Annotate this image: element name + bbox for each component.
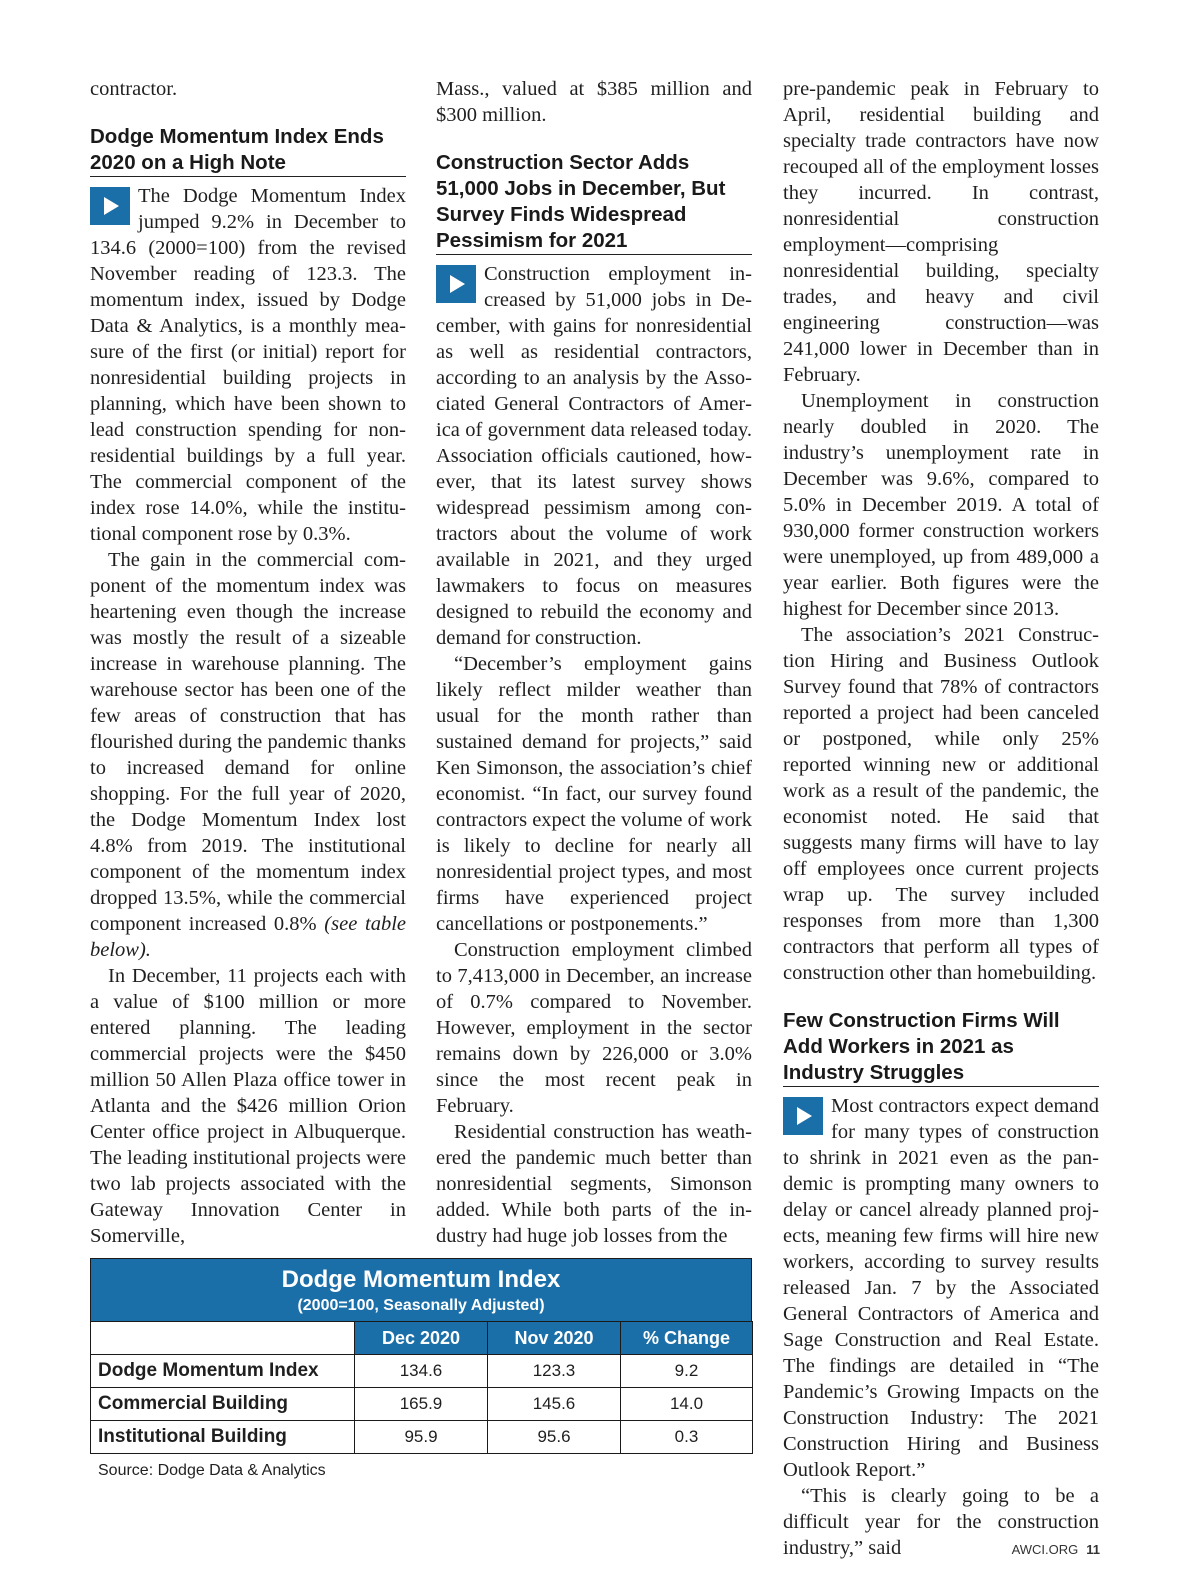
table-header-row [91, 1322, 753, 1355]
section-heading: Construction Sector Adds 51,000 Jobs in December, But Survey Finds Widespread Pessimism for 2021 [436, 150, 752, 255]
paragraph: The Dodge Momentum Index jumped 9.2% in December to 134.6 (2000=100) from the revised November reading of 123.3. The momentum index, issued by Dodge Data & Analytics, is a monthly measure of the first (or initial) report for nonresidential building projects in planning, which have been shown to lead construction spending for nonresidential buildings by a full year. The commercial component of the index rose 14.0%, while the institutional component rose by 0.3%. [90, 185, 406, 545]
paragraph: The gain in the commercial component of the momentum index was heartening even though the increase was mostly the result of a sizeable increase in warehouse planning. The warehouse sector has been one of the few areas of construction that has flourished during the pandemic thanks to increased demand for online shopping. For the full year of 2020, the Dodge Momentum Index lost 4.8% from 2019. The institutional component of the momentum index dropped 13.5%, while the commercial component increased 0.8% (see table below). [90, 549, 406, 961]
paragraph: The association’s 2021 Construction Hiring and Business Outlook Survey found that 78% of contractors reported a project had been canceled or postponed, while only 25% reported winning new or additional work as a result of the pandemic, the economist noted. He said that suggests many firms will have to lay off employees once current projects wrap up. The survey included responses from more than 1,300 contractors that perform all types of construction other than homebuilding. [783, 624, 1099, 984]
row-label: Commercial Building [91, 1388, 355, 1421]
paragraph: “This is clearly going to be a difficult year for the construction industry,” said [783, 1485, 1099, 1559]
table-row [91, 1388, 753, 1421]
momentum-index-table [90, 1258, 752, 1480]
paragraph: Residential construction has weathered the pandemic much better than nonresidential segments, Simonson added. While both parts of the industry had huge job losses from the [436, 1121, 752, 1247]
table-header-cell: Dec 2020 [355, 1322, 488, 1355]
paragraph: contractor. [90, 78, 178, 100]
table-cell: 123.3 [488, 1355, 621, 1388]
paragraph: “December’s employment gains likely reflect milder weather than usual for the month rather than sustained demand for projects,” said Ken Simonson, the association’s chief economist. “In fact, our survey found contractors expect the volume of work is likely to decline for nearly all nonresidential project types, and most firms have experienced project cancellations or postponements.” [436, 653, 752, 935]
table-cell: 95.6 [488, 1421, 621, 1454]
paragraph: In December, 11 projects each with a value of $100 million or more entered planning. The leading commercial projects were the $450 million 50 Allen Plaza office tower in Atlanta and the $426 million Orion Center office project in Albuquerque. The leading institutional projects were two lab projects associated with the Gateway Innovation Center in Somerville, [90, 965, 406, 1247]
site-url: AWCI.ORG [1011, 1542, 1079, 1557]
page-footer [1000, 1542, 1100, 1557]
paragraph: Unemployment in construction nearly doubled in 2020. The industry’s unemployment rate in December was 9.6%, compared to 5.0% in December 2019. A total of 930,000 former construction workers were unemployed, up from 489,000 a year earlier. Both figures were the highest for December since 2013. [783, 390, 1099, 620]
column-3 [783, 76, 1099, 1561]
row-label: Dodge Momentum Index [91, 1355, 355, 1388]
section-heading: Few Construction Firms Will Add Workers in 2021 as Industry Struggles [783, 1008, 1099, 1087]
play-arrow-icon [783, 1097, 823, 1135]
table-cell: 145.6 [488, 1388, 621, 1421]
paragraph: Mass., valued at $385 million and $300 million. [436, 78, 752, 126]
table-title: Dodge Momentum Index [281, 1266, 561, 1293]
row-label: Institutional Building [91, 1421, 355, 1454]
column-2 [436, 76, 752, 1249]
table-cell: 134.6 [355, 1355, 488, 1388]
table-cell: 9.2 [621, 1355, 753, 1388]
paragraph: Construction employment increased by 51,000 jobs in December, with gains for nonresidential as well as residential contractors, according to an analysis by the Associated General Contractors of America of government data released today. Association officials cautioned, however, that its latest survey shows widespread pessimism among contractors about the volume of work available in 2021, and they urged lawmakers to focus on measures designed to rebuild the economy and demand for construction. [436, 263, 752, 649]
table-header-cell: Nov 2020 [488, 1322, 621, 1355]
paragraph: Construction employment climbed to 7,413,000 in December, an increase of 0.7% compared to November. However, employment in the sector remains down by 226,000 or 3.0% since the most recent peak in February. [436, 939, 752, 1117]
table-cell: 95.9 [355, 1421, 488, 1454]
column-1 [90, 76, 406, 1249]
table-cell: 14.0 [621, 1388, 753, 1421]
table-row [91, 1355, 753, 1388]
table-cell: 0.3 [621, 1421, 753, 1454]
table-header-cell: % Change [621, 1322, 753, 1355]
play-arrow-icon [90, 187, 130, 225]
section-heading: Dodge Momentum Index Ends 2020 on a High Note [90, 124, 406, 177]
table-header-cell [91, 1322, 355, 1355]
table [90, 1321, 753, 1454]
table-cell: 165.9 [355, 1388, 488, 1421]
table-source: Source: Dodge Data & Analytics [98, 1462, 326, 1479]
table-subtitle: (2000=100, Seasonally Adjusted) [297, 1297, 545, 1314]
table-header [90, 1258, 752, 1321]
page-number: 11 [1086, 1542, 1100, 1557]
paragraph: Most contractors expect demand for many types of construction to shrink in 2021 even as the pandemic is prompting many owners to delay or cancel already planned projects, meaning few firms will hire new workers, according to survey results released Jan. 7 by the Associated General Contractors of America and Sage Construction and Real Estate. The findings are detailed in “The Pandemic’s Growing Impacts on the Construction Industry: The 2021 Construction Hiring and Business Outlook Report.” [783, 1095, 1099, 1481]
play-arrow-icon [436, 265, 476, 303]
paragraph: pre-pandemic peak in February to April, residential building and specialty trade contractors have now recouped all of the employment losses they incurred. In contrast, nonresidential construction employment—comprising nonresidential building, specialty trades, and heavy and civil engineering construction—was 241,000 lower in December than in February. [783, 78, 1099, 386]
table-row [91, 1421, 753, 1454]
